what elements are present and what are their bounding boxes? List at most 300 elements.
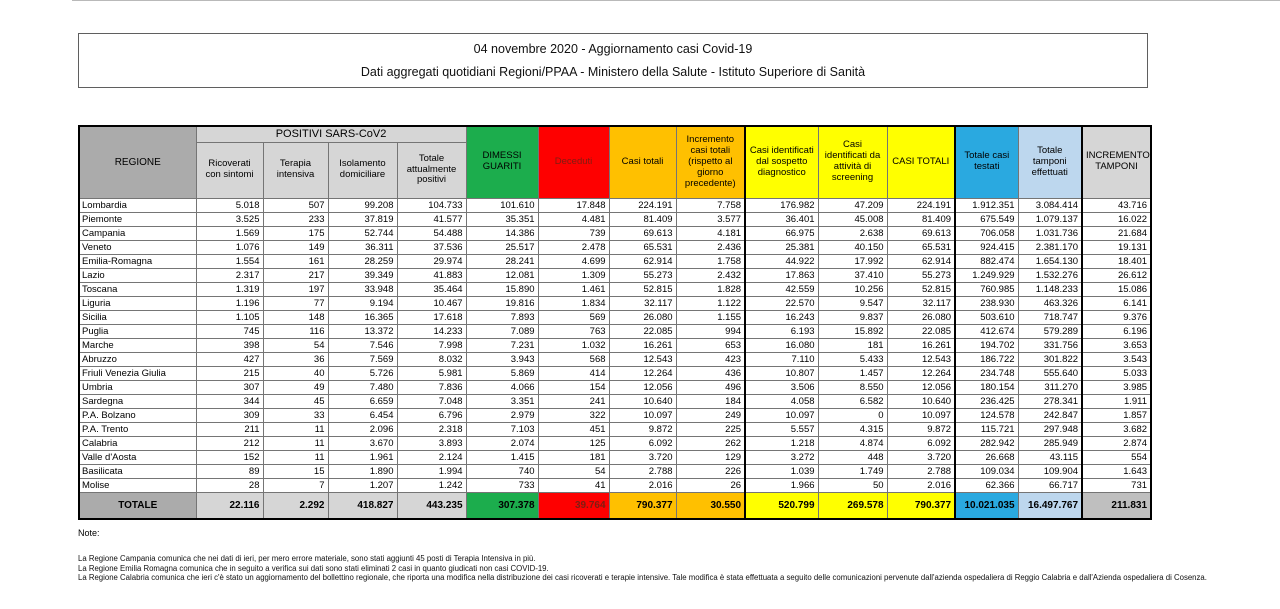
value-cell: 6.092: [887, 436, 955, 450]
value-cell: 503.610: [955, 310, 1018, 324]
value-cell: 43.115: [1018, 450, 1082, 464]
value-cell: 2.788: [609, 464, 676, 478]
value-cell: 2.074: [466, 436, 538, 450]
header-row-groups: [79, 126, 1151, 142]
table-row: [79, 380, 1151, 394]
value-cell: 43.716: [1082, 198, 1151, 212]
region-name-cell: Marche: [79, 338, 196, 352]
value-cell: 37.536: [397, 240, 466, 254]
value-cell: 3.893: [397, 436, 466, 450]
value-cell: 14.386: [466, 226, 538, 240]
value-cell: 104.733: [397, 198, 466, 212]
value-cell: 115.721: [955, 422, 1018, 436]
region-name-cell: Valle d'Aosta: [79, 450, 196, 464]
value-cell: 181: [818, 338, 887, 352]
value-cell: 4.058: [745, 394, 818, 408]
value-cell: 10.467: [397, 296, 466, 310]
value-cell: 3.943: [466, 352, 538, 366]
value-cell: 5.726: [328, 366, 397, 380]
value-cell: 7: [263, 478, 328, 492]
value-cell: 81.409: [887, 212, 955, 226]
value-cell: 0: [818, 408, 887, 422]
table-row: [79, 254, 1151, 268]
value-cell: 180.154: [955, 380, 1018, 394]
value-cell: 11: [263, 450, 328, 464]
value-cell: 412.674: [955, 324, 1018, 338]
value-cell: 154: [538, 380, 609, 394]
value-cell: 653: [676, 338, 745, 352]
value-cell: 28.259: [328, 254, 397, 268]
value-cell: 1.532.276: [1018, 268, 1082, 282]
value-cell: 81.409: [609, 212, 676, 226]
covid-data-table: [78, 125, 1152, 520]
total-label-cell: TOTALE: [79, 492, 196, 519]
value-cell: 125: [538, 436, 609, 450]
value-cell: 26.080: [609, 310, 676, 324]
value-cell: 2.124: [397, 450, 466, 464]
value-cell: 22.085: [887, 324, 955, 338]
value-cell: 13.372: [328, 324, 397, 338]
col-header-sospetto-diagnostico: Casi identificati dal sospetto diagnostico: [745, 126, 818, 198]
value-cell: 6.141: [1082, 296, 1151, 310]
value-cell: 54: [263, 338, 328, 352]
value-cell: 344: [196, 394, 263, 408]
value-cell: 7.836: [397, 380, 466, 394]
value-cell: 11: [263, 422, 328, 436]
value-cell: 40.150: [818, 240, 887, 254]
value-cell: 307: [196, 380, 263, 394]
value-cell: 241: [538, 394, 609, 408]
value-cell: 50: [818, 478, 887, 492]
value-cell: 12.543: [887, 352, 955, 366]
value-cell: 1.912.351: [955, 198, 1018, 212]
value-cell: 1.758: [676, 254, 745, 268]
value-cell: 568: [538, 352, 609, 366]
value-cell: 7.110: [745, 352, 818, 366]
value-cell: 32.117: [609, 296, 676, 310]
value-cell: 1.196: [196, 296, 263, 310]
table-row: [79, 338, 1151, 352]
value-cell: 5.557: [745, 422, 818, 436]
region-name-cell: Piemonte: [79, 212, 196, 226]
value-cell: 6.092: [609, 436, 676, 450]
value-cell: 675.549: [955, 212, 1018, 226]
value-cell: 4.874: [818, 436, 887, 450]
value-cell: 6.796: [397, 408, 466, 422]
value-cell: 554: [1082, 450, 1151, 464]
value-cell: 7.089: [466, 324, 538, 338]
value-cell: 1.039: [745, 464, 818, 478]
value-cell: 234.748: [955, 366, 1018, 380]
total-value-cell: 30.550: [676, 492, 745, 519]
value-cell: 16.365: [328, 310, 397, 324]
region-name-cell: Campania: [79, 226, 196, 240]
col-header-casi-totali: Casi totali: [609, 126, 676, 198]
value-cell: 6.454: [328, 408, 397, 422]
table-row: [79, 226, 1151, 240]
value-cell: 175: [263, 226, 328, 240]
value-cell: 17.992: [818, 254, 887, 268]
value-cell: 739: [538, 226, 609, 240]
value-cell: 55.273: [887, 268, 955, 282]
value-cell: 555.640: [1018, 366, 1082, 380]
value-cell: 41: [538, 478, 609, 492]
value-cell: 55.273: [609, 268, 676, 282]
value-cell: 718.747: [1018, 310, 1082, 324]
value-cell: 569: [538, 310, 609, 324]
value-cell: 4.699: [538, 254, 609, 268]
value-cell: 7.758: [676, 198, 745, 212]
value-cell: 176.982: [745, 198, 818, 212]
value-cell: 1.890: [328, 464, 397, 478]
value-cell: 69.613: [887, 226, 955, 240]
region-name-cell: Sardegna: [79, 394, 196, 408]
value-cell: 224.191: [887, 198, 955, 212]
value-cell: 9.872: [887, 422, 955, 436]
value-cell: 9.837: [818, 310, 887, 324]
value-cell: 33: [263, 408, 328, 422]
value-cell: 6.193: [745, 324, 818, 338]
value-cell: 6.582: [818, 394, 887, 408]
value-cell: 9.547: [818, 296, 887, 310]
total-value-cell: 790.377: [887, 492, 955, 519]
value-cell: 77: [263, 296, 328, 310]
table-row: [79, 436, 1151, 450]
value-cell: 760.985: [955, 282, 1018, 296]
value-cell: 16.080: [745, 338, 818, 352]
value-cell: 2.788: [887, 464, 955, 478]
value-cell: 3.525: [196, 212, 263, 226]
value-cell: 1.654.130: [1018, 254, 1082, 268]
value-cell: 282.942: [955, 436, 1018, 450]
value-cell: 215: [196, 366, 263, 380]
value-cell: 197: [263, 282, 328, 296]
value-cell: 66.975: [745, 226, 818, 240]
value-cell: 1.079.137: [1018, 212, 1082, 226]
value-cell: 47.209: [818, 198, 887, 212]
table-row: [79, 464, 1151, 478]
note-line: La Regione Calabria comunica che ieri c'è stato un aggiornamento del bollettino regionale, che riporta una modifica nella distribuzione dei casi ricoverati e terapie intensive. Tale modifica è stata effettuata a seguito delle comunicazioni pervenute dall'azienda ospedaliera di Reggio Calabria e dall'Azienda ospedaliera di Cosenza.: [78, 573, 1207, 583]
total-value-cell: 269.578: [818, 492, 887, 519]
value-cell: 5.433: [818, 352, 887, 366]
value-cell: 436: [676, 366, 745, 380]
value-cell: 924.415: [955, 240, 1018, 254]
value-cell: 12.264: [887, 366, 955, 380]
value-cell: 124.578: [955, 408, 1018, 422]
value-cell: 129: [676, 450, 745, 464]
value-cell: 17.863: [745, 268, 818, 282]
value-cell: 35.464: [397, 282, 466, 296]
value-cell: 1.076: [196, 240, 263, 254]
value-cell: 7.546: [328, 338, 397, 352]
value-cell: 2.478: [538, 240, 609, 254]
value-cell: 1.643: [1082, 464, 1151, 478]
value-cell: 45.008: [818, 212, 887, 226]
value-cell: 233: [263, 212, 328, 226]
value-cell: 10.807: [745, 366, 818, 380]
value-cell: 194.702: [955, 338, 1018, 352]
table-row: [79, 198, 1151, 212]
value-cell: 706.058: [955, 226, 1018, 240]
value-cell: 184: [676, 394, 745, 408]
value-cell: 33.948: [328, 282, 397, 296]
value-cell: 16.261: [887, 338, 955, 352]
value-cell: 3.272: [745, 450, 818, 464]
value-cell: 17.618: [397, 310, 466, 324]
value-cell: 19.131: [1082, 240, 1151, 254]
value-cell: 285.949: [1018, 436, 1082, 450]
value-cell: 22.085: [609, 324, 676, 338]
value-cell: 1.415: [466, 450, 538, 464]
value-cell: 62.366: [955, 478, 1018, 492]
value-cell: 12.081: [466, 268, 538, 282]
value-cell: 15.086: [1082, 282, 1151, 296]
region-name-cell: Lazio: [79, 268, 196, 282]
value-cell: 10.097: [745, 408, 818, 422]
total-value-cell: 16.497.767: [1018, 492, 1082, 519]
value-cell: 26.080: [887, 310, 955, 324]
table-row: [79, 212, 1151, 226]
value-cell: 99.208: [328, 198, 397, 212]
value-cell: 1.148.233: [1018, 282, 1082, 296]
value-cell: 148: [263, 310, 328, 324]
value-cell: 12.264: [609, 366, 676, 380]
value-cell: 2.381.170: [1018, 240, 1082, 254]
value-cell: 41.883: [397, 268, 466, 282]
col-header-incremento-tamponi: INCREMENTO TAMPONI: [1082, 126, 1151, 198]
value-cell: 1.457: [818, 366, 887, 380]
value-cell: 740: [466, 464, 538, 478]
value-cell: 297.948: [1018, 422, 1082, 436]
value-cell: 1.249.929: [955, 268, 1018, 282]
value-cell: 37.819: [328, 212, 397, 226]
value-cell: 2.016: [609, 478, 676, 492]
value-cell: 5.869: [466, 366, 538, 380]
window-top-edge: [72, 0, 1280, 1]
region-name-cell: Toscana: [79, 282, 196, 296]
value-cell: 7.480: [328, 380, 397, 394]
value-cell: 25.517: [466, 240, 538, 254]
region-name-cell: Umbria: [79, 380, 196, 394]
value-cell: 10.097: [609, 408, 676, 422]
total-value-cell: 790.377: [609, 492, 676, 519]
value-cell: 25.381: [745, 240, 818, 254]
value-cell: 36.311: [328, 240, 397, 254]
total-value-cell: 2.292: [263, 492, 328, 519]
region-name-cell: Basilicata: [79, 464, 196, 478]
table-row: [79, 408, 1151, 422]
value-cell: 40: [263, 366, 328, 380]
value-cell: 212: [196, 436, 263, 450]
value-cell: 54.488: [397, 226, 466, 240]
value-cell: 152: [196, 450, 263, 464]
value-cell: 1.961: [328, 450, 397, 464]
value-cell: 10.640: [609, 394, 676, 408]
value-cell: 5.981: [397, 366, 466, 380]
value-cell: 2.979: [466, 408, 538, 422]
value-cell: 3.985: [1082, 380, 1151, 394]
value-cell: 224.191: [609, 198, 676, 212]
col-header-regione: REGIONE: [79, 126, 196, 198]
value-cell: 262: [676, 436, 745, 450]
value-cell: 1.857: [1082, 408, 1151, 422]
region-name-cell: Abruzzo: [79, 352, 196, 366]
value-cell: 423: [676, 352, 745, 366]
table-row: [79, 240, 1151, 254]
value-cell: 12.056: [887, 380, 955, 394]
value-cell: 62.914: [609, 254, 676, 268]
col-header-casi-totali-maiuscolo: CASI TOTALI: [887, 126, 955, 198]
col-header-attivita-screening: Casi identificati da attività di screening: [818, 126, 887, 198]
total-value-cell: 10.021.035: [955, 492, 1018, 519]
value-cell: 427: [196, 352, 263, 366]
value-cell: 36: [263, 352, 328, 366]
value-cell: 278.341: [1018, 394, 1082, 408]
value-cell: 109.904: [1018, 464, 1082, 478]
value-cell: 994: [676, 324, 745, 338]
value-cell: 1.911: [1082, 394, 1151, 408]
value-cell: 1.828: [676, 282, 745, 296]
value-cell: 15.892: [818, 324, 887, 338]
value-cell: 66.717: [1018, 478, 1082, 492]
value-cell: 242.847: [1018, 408, 1082, 422]
value-cell: 52.815: [887, 282, 955, 296]
value-cell: 1.242: [397, 478, 466, 492]
value-cell: 451: [538, 422, 609, 436]
value-cell: 1.122: [676, 296, 745, 310]
value-cell: 2.016: [887, 478, 955, 492]
value-cell: 2.432: [676, 268, 745, 282]
total-value-cell: 520.799: [745, 492, 818, 519]
value-cell: 69.613: [609, 226, 676, 240]
value-cell: 733: [466, 478, 538, 492]
region-name-cell: Sicilia: [79, 310, 196, 324]
table-row: [79, 324, 1151, 338]
value-cell: 54: [538, 464, 609, 478]
value-cell: 52.744: [328, 226, 397, 240]
value-cell: 1.105: [196, 310, 263, 324]
value-cell: 6.659: [328, 394, 397, 408]
value-cell: 10.097: [887, 408, 955, 422]
value-cell: 10.640: [887, 394, 955, 408]
col-header-dimessi-guariti: DIMESSI GUARITI: [466, 126, 538, 198]
value-cell: 322: [538, 408, 609, 422]
region-name-cell: Liguria: [79, 296, 196, 310]
table-row: [79, 296, 1151, 310]
value-cell: 1.749: [818, 464, 887, 478]
table-row: [79, 282, 1151, 296]
col-header-terapia-intensiva: Terapia intensiva: [263, 142, 328, 198]
value-cell: 4.066: [466, 380, 538, 394]
value-cell: 2.096: [328, 422, 397, 436]
notes-label: Note:: [78, 528, 100, 538]
region-name-cell: Veneto: [79, 240, 196, 254]
value-cell: 579.289: [1018, 324, 1082, 338]
total-row: [79, 492, 1151, 519]
value-cell: 116: [263, 324, 328, 338]
value-cell: 3.577: [676, 212, 745, 226]
value-cell: 7.569: [328, 352, 397, 366]
col-header-totale-casi-testati: Totale casi testati: [955, 126, 1018, 198]
total-value-cell: 211.831: [1082, 492, 1151, 519]
value-cell: 101.610: [466, 198, 538, 212]
value-cell: 7.998: [397, 338, 466, 352]
value-cell: 8.550: [818, 380, 887, 394]
value-cell: 28: [196, 478, 263, 492]
value-cell: 1.031.736: [1018, 226, 1082, 240]
value-cell: 52.815: [609, 282, 676, 296]
value-cell: 28.241: [466, 254, 538, 268]
value-cell: 301.822: [1018, 352, 1082, 366]
value-cell: 6.196: [1082, 324, 1151, 338]
value-cell: 1.834: [538, 296, 609, 310]
report-title-line2: Dati aggregati quotidiani Regioni/PPAA - Ministero della Salute - Istituto Superiore di Sanità: [360, 64, 866, 79]
col-header-deceduti: Deceduti: [538, 126, 609, 198]
value-cell: 3.543: [1082, 352, 1151, 366]
value-cell: 45: [263, 394, 328, 408]
value-cell: 2.638: [818, 226, 887, 240]
value-cell: 149: [263, 240, 328, 254]
value-cell: 5.018: [196, 198, 263, 212]
value-cell: 161: [263, 254, 328, 268]
value-cell: 731: [1082, 478, 1151, 492]
value-cell: 29.974: [397, 254, 466, 268]
value-cell: 311.270: [1018, 380, 1082, 394]
total-value-cell: 443.235: [397, 492, 466, 519]
report-title-line1: 04 novembre 2020 - Aggiornamento casi Covid-19: [473, 42, 753, 57]
value-cell: 2.318: [397, 422, 466, 436]
col-header-incremento-casi: Incremento casi totali (rispetto al giorno precedente): [676, 126, 745, 198]
table-row: [79, 268, 1151, 282]
value-cell: 463.326: [1018, 296, 1082, 310]
value-cell: 1.218: [745, 436, 818, 450]
value-cell: 11: [263, 436, 328, 450]
value-cell: 15: [263, 464, 328, 478]
value-cell: 414: [538, 366, 609, 380]
value-cell: 7.231: [466, 338, 538, 352]
value-cell: 7.893: [466, 310, 538, 324]
value-cell: 65.531: [887, 240, 955, 254]
value-cell: 1.207: [328, 478, 397, 492]
value-cell: 4.481: [538, 212, 609, 226]
note-line: La Regione Emilia Romagna comunica che in seguito a verifica sui dati sono stati eliminati 2 casi in quanto giudicati non casi COVID-19.: [78, 563, 549, 573]
table-row: [79, 394, 1151, 408]
note-line: La Regione Campania comunica che nei dati di ieri, per mero errore materiale, sono stati aggiunti 45 posti di Terapia Intensiva in più.: [78, 554, 536, 563]
value-cell: 225: [676, 422, 745, 436]
value-cell: 35.351: [466, 212, 538, 226]
value-cell: 763: [538, 324, 609, 338]
value-cell: 12.543: [609, 352, 676, 366]
value-cell: 26.668: [955, 450, 1018, 464]
value-cell: 1.032: [538, 338, 609, 352]
value-cell: 4.315: [818, 422, 887, 436]
value-cell: 16.243: [745, 310, 818, 324]
value-cell: 65.531: [609, 240, 676, 254]
value-cell: 1.319: [196, 282, 263, 296]
value-cell: 17.848: [538, 198, 609, 212]
table-row: [79, 478, 1151, 492]
value-cell: 745: [196, 324, 263, 338]
value-cell: 882.474: [955, 254, 1018, 268]
value-cell: 1.554: [196, 254, 263, 268]
value-cell: 249: [676, 408, 745, 422]
value-cell: 448: [818, 450, 887, 464]
table-row: [79, 422, 1151, 436]
value-cell: 3.653: [1082, 338, 1151, 352]
table-row: [79, 310, 1151, 324]
value-cell: 1.461: [538, 282, 609, 296]
value-cell: 39.349: [328, 268, 397, 282]
